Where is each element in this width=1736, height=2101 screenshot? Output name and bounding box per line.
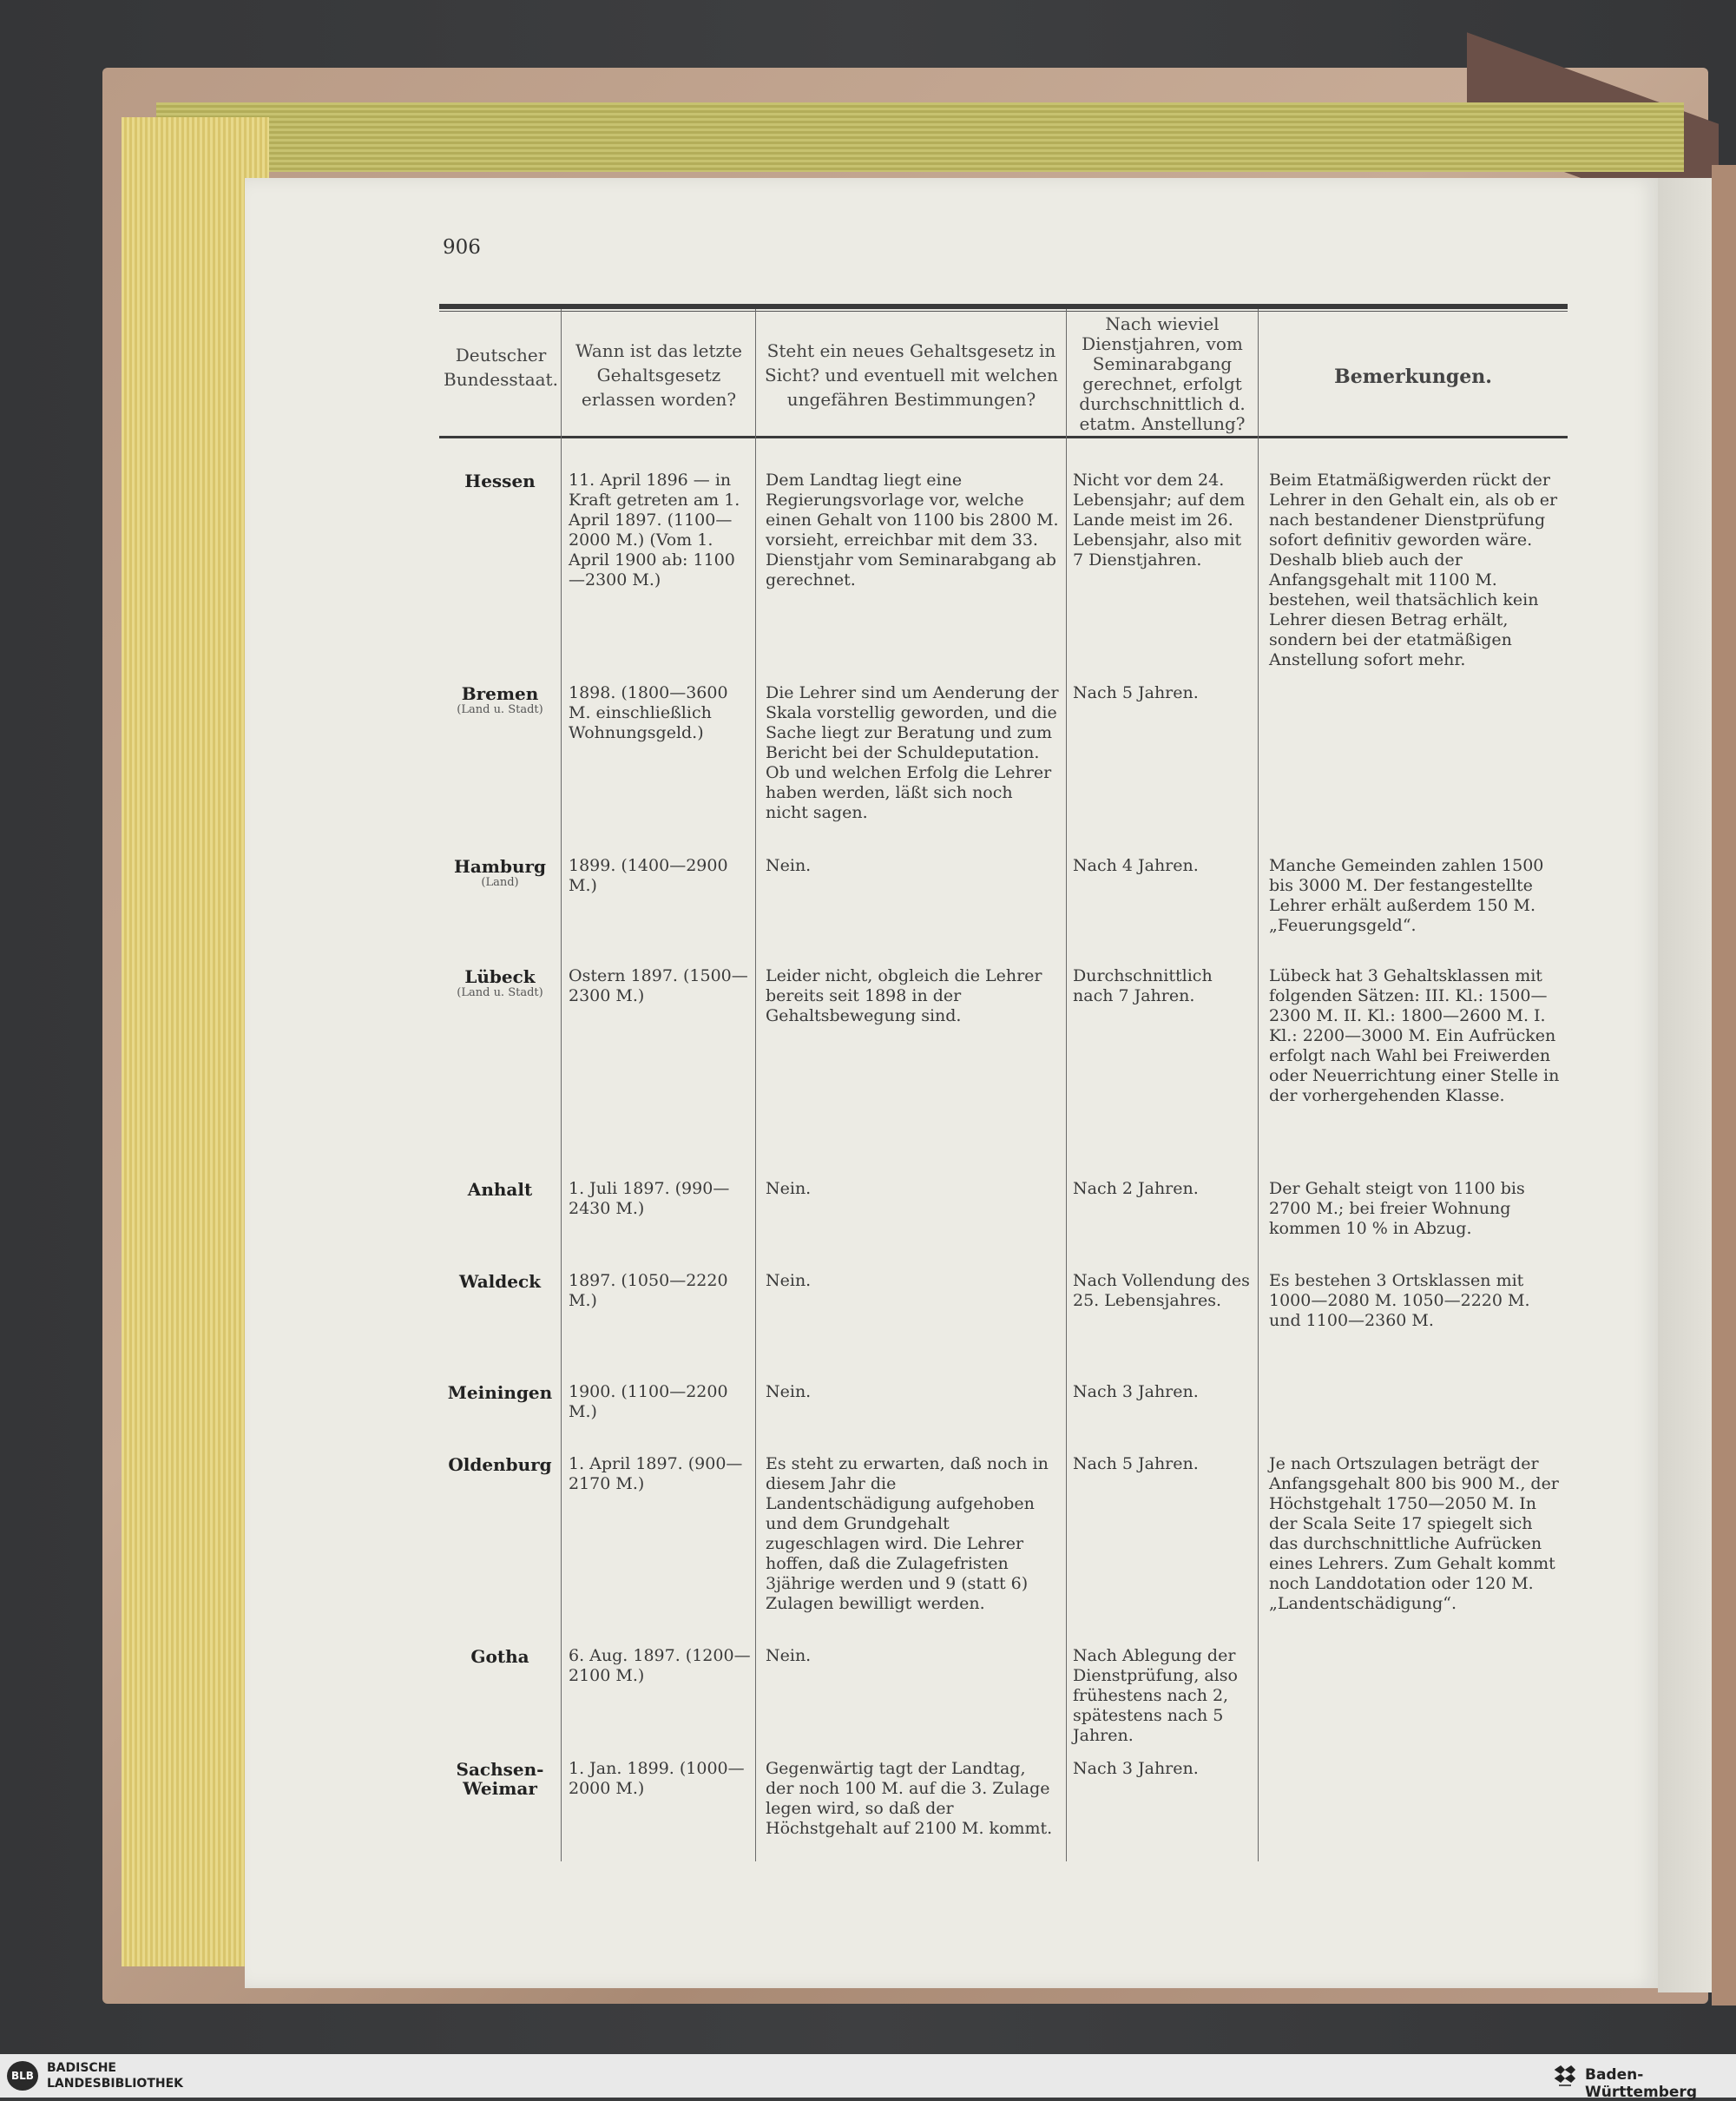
state-name: Sachsen-Weimar bbox=[456, 1759, 544, 1799]
header-col-service-years: Nach wieviel Dienstjahren, vom Seminarabgang gerechnet, erfolgt durchschnittlich d. etatm. Anstellung? bbox=[1079, 313, 1246, 434]
service-years: Nach 2 Jahren. bbox=[1073, 1179, 1199, 1198]
column-divider bbox=[1258, 309, 1259, 1861]
state-name: Bremen (Land u. Stadt) bbox=[457, 683, 543, 716]
law-date: 1899. (1400—2900 M.) bbox=[569, 856, 728, 895]
table-top-rule bbox=[439, 304, 1568, 309]
library-name[interactable]: BADISCHE LANDESBIBLIOTHEK bbox=[47, 2061, 184, 2091]
law-date: 1. Jan. 1899. (1000—2000 M.) bbox=[569, 1759, 745, 1798]
service-years: Nach 5 Jahren. bbox=[1073, 1454, 1199, 1473]
new-law: Nein. bbox=[766, 1179, 812, 1198]
lions-crest-icon bbox=[1552, 2063, 1578, 2089]
state-brand-label[interactable]: Baden-Württemberg bbox=[1585, 2066, 1697, 2101]
law-date: 1897. (1050—2220 M.) bbox=[569, 1271, 728, 1310]
state-name: Anhalt bbox=[467, 1179, 533, 1200]
state-name: Meiningen bbox=[447, 1382, 553, 1403]
law-date: Ostern 1897. (1500—2300 M.) bbox=[569, 966, 748, 1005]
column-divider bbox=[755, 309, 756, 1861]
state-name: Hamburg (Land) bbox=[453, 856, 547, 889]
service-years: Nach 5 Jahren. bbox=[1073, 683, 1199, 702]
new-law: Leider nicht, obgleich die Lehrer bereits seit 1898 in der Gehaltsbewegung sind. bbox=[766, 966, 1042, 1025]
service-years: Nach 4 Jahren. bbox=[1073, 856, 1199, 875]
header-col-state: Deutscher Bundesstaat. bbox=[444, 345, 558, 390]
service-years: Nach Ablegung der Dienstprüfung, also frühestens nach 2, spätestens nach 5 Jahren. bbox=[1073, 1646, 1238, 1745]
new-law: Nein. bbox=[766, 1271, 812, 1290]
blb-logo-icon[interactable]: BLB bbox=[7, 2061, 38, 2091]
remarks: Es bestehen 3 Ortsklassen mit 1000—2080 M. 1050—2220 M. und 1100—2360 M. bbox=[1269, 1271, 1530, 1330]
law-date: 1. Juli 1897. (990—2430 M.) bbox=[569, 1179, 730, 1218]
page-number: 906 bbox=[443, 236, 481, 259]
remarks: Lübeck hat 3 Gehaltsklassen mit folgenden Sätzen: III. Kl.: 1500—2300 M. II. Kl.: 1800—2600 M. I. Kl.: 2200—3000 M. Ein Aufrücken erfolgt nach Wahl bei Freiwerden oder Neuerrichtung einer Stelle in der vorhergehenden Klasse. bbox=[1269, 966, 1560, 1105]
header-col-remarks: Bemerkungen. bbox=[1334, 366, 1492, 388]
remarks: Beim Etatmäßigwerden rückt der Lehrer in den Gehalt ein, als ob er nach bestandener Dienstprüfung sofort definitiv geworden wäre. Deshalb blieb auch der Anfangsgehalt mit 1100 M. bestehen, weil thatsächlich kein Lehrer diesen Betrag erhält, sondern bei der etatmäßigen Anstellung sofort mehr. bbox=[1269, 471, 1558, 669]
state-name: Lübeck (Land u. Stadt) bbox=[457, 966, 543, 999]
state-name: Gotha bbox=[470, 1646, 529, 1667]
remarks: Je nach Ortszulagen beträgt der Anfangsgehalt 800 bis 900 M., der Höchstgehalt 1750—2050 M. In der Scala Seite 17 spiegelt sich das durchschnittliche Aufrücken eines Lehrers. Zum Gehalt kommt noch Landdotation oder 120 M. „Landentschädigung“. bbox=[1269, 1454, 1559, 1613]
new-law: Es steht zu erwarten, daß noch in diesem Jahr die Landentschädigung aufgehoben und dem Grundgehalt zugeschlagen wird. Die Lehrer hoffen, daß die Zulagefristen 3jährige werden und 9 (statt 6) Zulagen bewilligt werden. bbox=[766, 1454, 1049, 1613]
new-law: Dem Landtag liegt eine Regierungsvorlage vor, welche einen Gehalt von 1100 bis 2800 M. vorsieht, erreichbar mit dem 33. Dienstjahr vom Seminarabgang ab gerechnet. bbox=[766, 471, 1059, 589]
cover-right-edge bbox=[1712, 165, 1736, 2006]
viewer-footer bbox=[0, 2054, 1736, 2098]
service-years: Nicht vor dem 24. Lebensjahr; auf dem Lande meist im 26. Lebensjahr, also mit 7 Dienstjahren. bbox=[1073, 471, 1246, 570]
service-years: Nach 3 Jahren. bbox=[1073, 1382, 1199, 1401]
page-stack-top bbox=[156, 102, 1684, 172]
column-divider bbox=[1066, 309, 1067, 1861]
law-date: 6. Aug. 1897. (1200—2100 M.) bbox=[569, 1646, 751, 1685]
header-col-law: Wann ist das letzte Gehaltsgesetz erlassen worden? bbox=[575, 340, 742, 410]
state-name: Waldeck bbox=[458, 1271, 542, 1292]
law-date: 11. April 1896 — in Kraft getreten am 1. April 1897. (1100—2000 M.) (Vom 1. April 1900 ab: 1100—2300 M.) bbox=[569, 471, 740, 589]
law-date: 1900. (1100—2200 M.) bbox=[569, 1382, 728, 1421]
table-top-rule-thin bbox=[439, 311, 1568, 312]
service-years: Nach Vollendung des 25. Lebensjahres. bbox=[1073, 1271, 1250, 1310]
remarks: Der Gehalt steigt von 1100 bis 2700 M.; bei freier Wohnung kommen 10 % in Abzug. bbox=[1269, 1179, 1525, 1238]
law-date: 1. April 1897. (900—2170 M.) bbox=[569, 1454, 743, 1493]
new-law: Nein. bbox=[766, 856, 812, 875]
service-years: Nach 3 Jahren. bbox=[1073, 1759, 1199, 1778]
header-col-new-law: Steht ein neues Gehaltsgesetz in Sicht? und eventuell mit welchen ungefähren Bestimmungen? bbox=[765, 340, 1058, 410]
remarks: Manche Gemeinden zahlen 1500 bis 3000 M. Der festangestellte Lehrer erhält außerdem 150 M. „Feuerungsgeld“. bbox=[1269, 856, 1544, 935]
new-law: Nein. bbox=[766, 1646, 812, 1665]
new-law: Gegenwärtig tagt der Landtag, der noch 100 M. auf die 3. Zulage legen wird, so daß der Höchstgehalt auf 2100 M. kommt. bbox=[766, 1759, 1053, 1838]
new-law: Die Lehrer sind um Aenderung der Skala vorstellig geworden, und die Sache liegt zur Beratung und zum Bericht bei der Schuldeputation. Ob und welchen Erfolg die Lehrer haben werden, läßt sich noch nicht sagen. bbox=[766, 683, 1059, 822]
law-date: 1898. (1800—3600 M. einschließlich Wohnungsgeld.) bbox=[569, 683, 728, 742]
facing-page bbox=[1658, 178, 1712, 1992]
state-name: Oldenburg bbox=[448, 1454, 552, 1475]
column-divider bbox=[561, 309, 562, 1861]
new-law: Nein. bbox=[766, 1382, 812, 1401]
header-rule bbox=[439, 436, 1568, 438]
service-years: Durchschnittlich nach 7 Jahren. bbox=[1073, 966, 1213, 1005]
state-name: Hessen bbox=[464, 471, 536, 491]
